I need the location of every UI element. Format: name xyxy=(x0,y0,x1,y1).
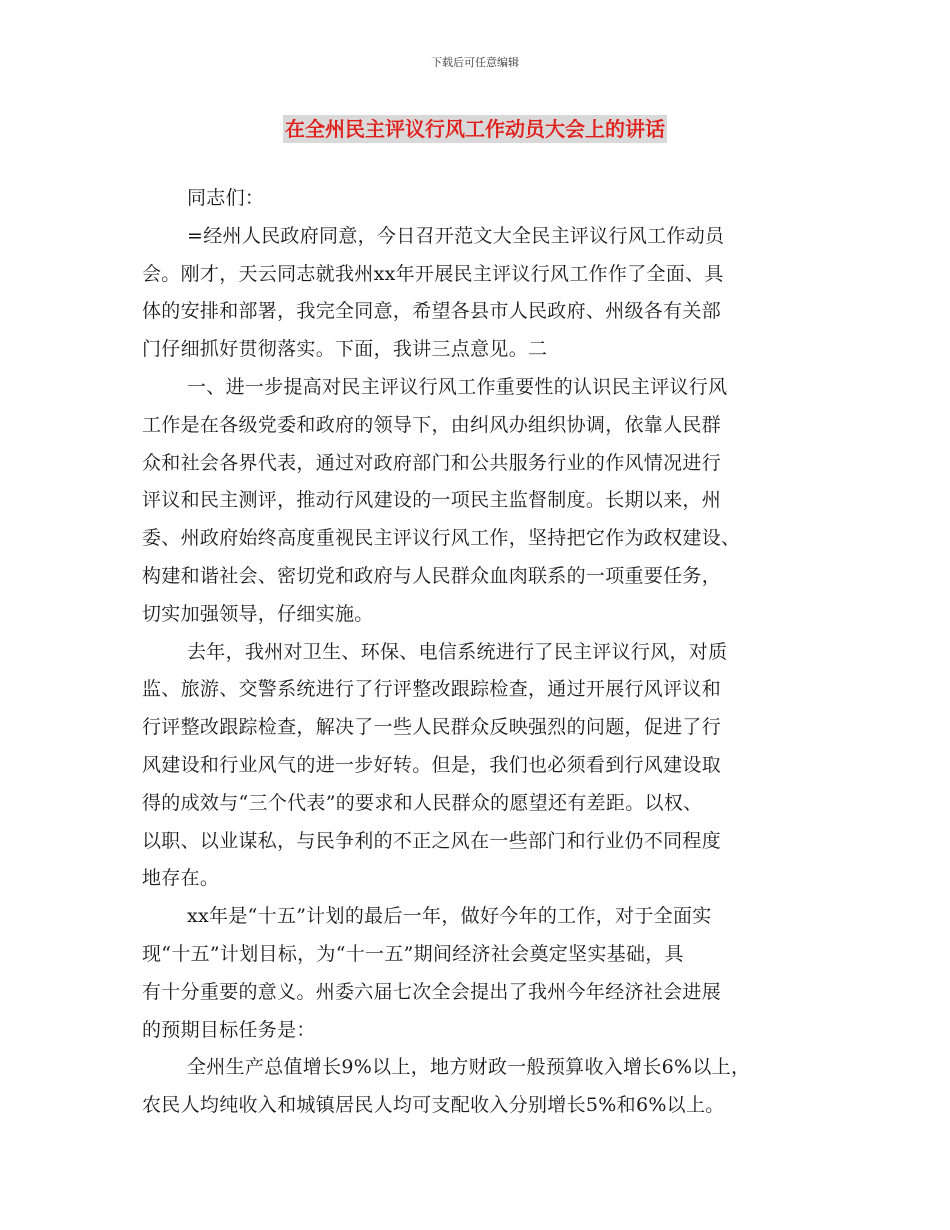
text-line: 评议和民主测评，推动行风建设的一项民主监督制度。长期以来，州 xyxy=(142,489,722,512)
text-line: 构建和谐社会、密切党和政府与人民群众血肉联系的一项重要任务， xyxy=(142,564,722,587)
text-line: 有十分重要的意义。州委六届七次全会提出了我州今年经济社会进展 xyxy=(142,980,722,1003)
paragraph-3 xyxy=(142,634,814,899)
paragraph-2 xyxy=(142,369,814,634)
paragraph-4 xyxy=(142,898,814,1049)
text-line: 去年，我州对卫生、环保、电信系统进行了民主评议行风，对质 xyxy=(187,640,728,663)
text-line: 农民人均纯收入和城镇居民人均可支配收入分别增长5%和6%以上。 xyxy=(142,1094,725,1117)
text-line: 地存在。 xyxy=(142,867,220,890)
text-line: 监、旅游、交警系统进行了行评整改跟踪检查，通过开展行风评议和 xyxy=(142,678,722,701)
document-title: 在全州民主评议行风工作动员大会上的讲话 xyxy=(285,117,665,141)
text-line: 行评整改跟踪检查，解决了一些人民群众反映强烈的问题，促进了行 xyxy=(142,716,722,739)
text-line: 现“十五”计划目标，为“十一五”期间经济社会奠定坚实基础，具 xyxy=(142,942,684,965)
paragraph-1 xyxy=(142,218,814,369)
paragraph-5 xyxy=(142,1049,814,1125)
text-line: 以职、以业谋私，与民争利的不正之风在一些部门和行业仍不同程度 xyxy=(142,829,722,852)
document-body xyxy=(142,180,814,1125)
text-line: 得的成效与“三个代表”的要求和人民群众的愿望还有差距。以权、 xyxy=(142,791,703,814)
text-line: 门仔细抓好贯彻落实。下面，我讲三点意见。 xyxy=(142,338,529,361)
text-line: 一、进一步提高对民主评议行风工作重要性的认识民主评议行风 xyxy=(187,375,728,398)
text-line: 体的安排和部署，我完全同意，希望各县市人民政府、州级各有关部 xyxy=(142,300,722,323)
text-line: 委、州政府始终高度重视民主评议行风工作，坚持把它作为政权建设、 xyxy=(142,527,741,550)
text-line: 全州生产总值增长9%以上，地方财政一般预算收入增长6%以上， xyxy=(187,1056,751,1079)
text-line: 工作是在各级党委和政府的领导下，由纠风办组织协调，依靠人民群 xyxy=(142,413,722,436)
header-note: 下载后可任意编辑 xyxy=(431,56,519,69)
text-line: 众和社会各界代表，通过对政府部门和公共服务行业的作风情况进行 xyxy=(142,451,722,474)
text-line: 会。刚才，天云同志就我州xx年开展民主评议行风工作作了全面、具 xyxy=(142,262,724,285)
text-line: =经州人民政府同意，今日召开范文大全民主评议行风工作动员 xyxy=(187,224,725,247)
title-container xyxy=(0,115,950,143)
tail-mark: 二 xyxy=(528,338,548,361)
text-line: 的预期目标任务是： xyxy=(142,1018,316,1041)
text-line: xx年是“十五”计划的最后一年，做好今年的工作，对于全面实 xyxy=(187,905,712,928)
text-line: 切实加强领导，仔细实施。 xyxy=(142,602,374,625)
text-line: 风建设和行业风气的进一步好转。但是，我们也必须看到行风建设取 xyxy=(142,753,722,776)
greeting: 同志们： xyxy=(187,187,265,209)
